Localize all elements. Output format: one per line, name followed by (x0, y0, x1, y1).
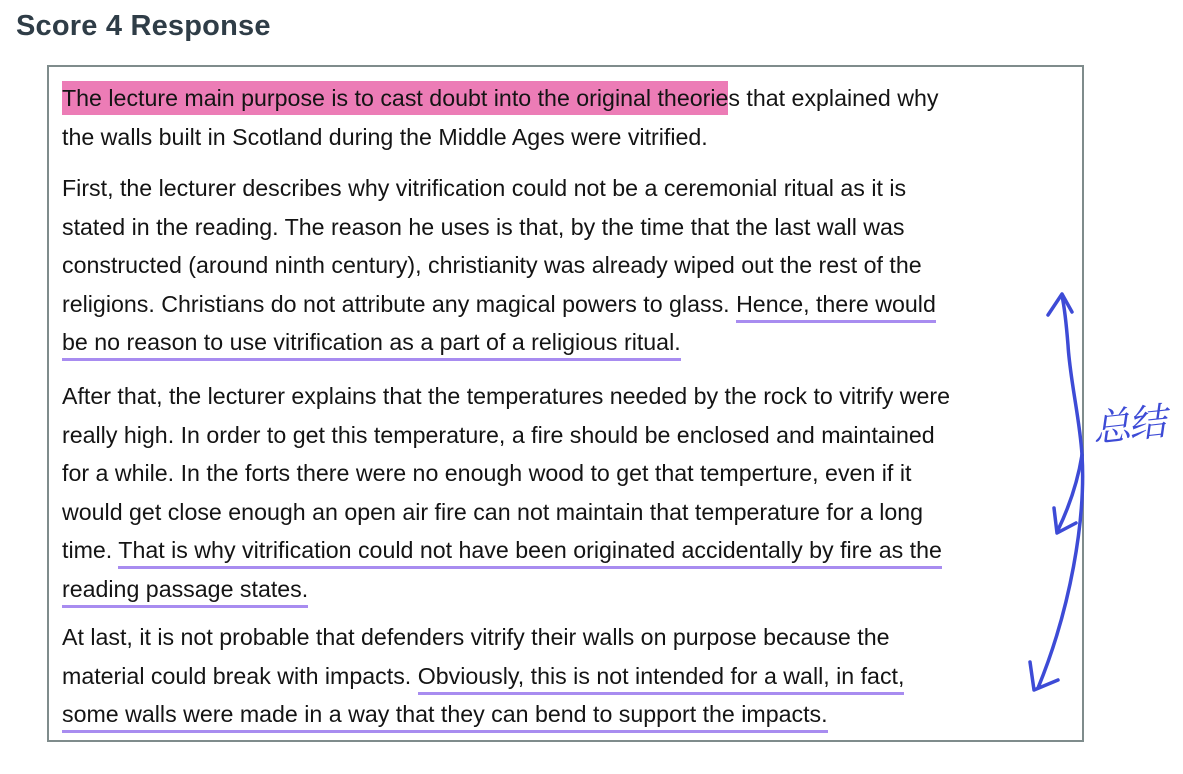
text-span: material could break with impacts. (62, 662, 418, 689)
text-line: constructed (around ninth century), christianity was already wiped out the rest of the (62, 252, 922, 278)
underlined-text: be no reason to use vitrification as a part of a religious ritual. (62, 329, 681, 361)
text-line (62, 657, 1072, 696)
paragraph-intro (62, 79, 1072, 156)
text-span: time. (62, 537, 119, 563)
text-span: religions. Christians do not attribute any magical powers to glass. (62, 290, 737, 317)
paragraph-third-point (62, 618, 1072, 734)
underlined-text: reading passage states. (62, 576, 308, 608)
text-line: really high. In order to get this temperature, a fire should be enclosed and maintained (62, 421, 935, 448)
text-line: for a while. In the forts there were no enough wood to get that temperture, even if it (62, 460, 912, 486)
underlined-text: Obviously, this is not intended for a wall, in fact, (418, 663, 905, 695)
text-line: After that, the lecturer explains that the temperatures needed by the rock to vitrify were (62, 383, 951, 409)
underlined-text: Hence, there would (736, 291, 936, 323)
highlighted-text: The lecture main purpose is to cast doubt into the original theorie (62, 81, 728, 115)
paragraph-first-point (62, 169, 1072, 362)
text-line (62, 285, 1072, 324)
text-line (62, 531, 1072, 570)
text-span: s that explained why (728, 85, 939, 111)
text-line: First, the lecturer describes why vitrification could not be a ceremonial ritual as it is (62, 175, 907, 201)
text-line: would get close enough an open air fire can not maintain that temperature for a long (62, 498, 924, 525)
page-title: Score 4 Response (16, 10, 271, 42)
text-line (62, 695, 1072, 734)
text-line (62, 570, 1072, 609)
text-line: the walls built in Scotland during the Middle Ages were vitrified. (62, 123, 708, 150)
handwritten-note: 总结 (1090, 399, 1167, 451)
paragraph-second-point (62, 377, 1072, 608)
text-line: stated in the reading. The reason he uses is that, by the time that the last wall was (62, 213, 905, 240)
text-line: At last, it is not probable that defenders vitrify their walls on purpose because the (62, 624, 890, 650)
text-line (62, 79, 1072, 118)
text-line (62, 323, 1072, 362)
underlined-text: That is why vitrification could not have been originated accidentally by fire as the (118, 537, 942, 569)
underlined-text: some walls were made in a way that they can bend to support the impacts. (62, 701, 828, 733)
